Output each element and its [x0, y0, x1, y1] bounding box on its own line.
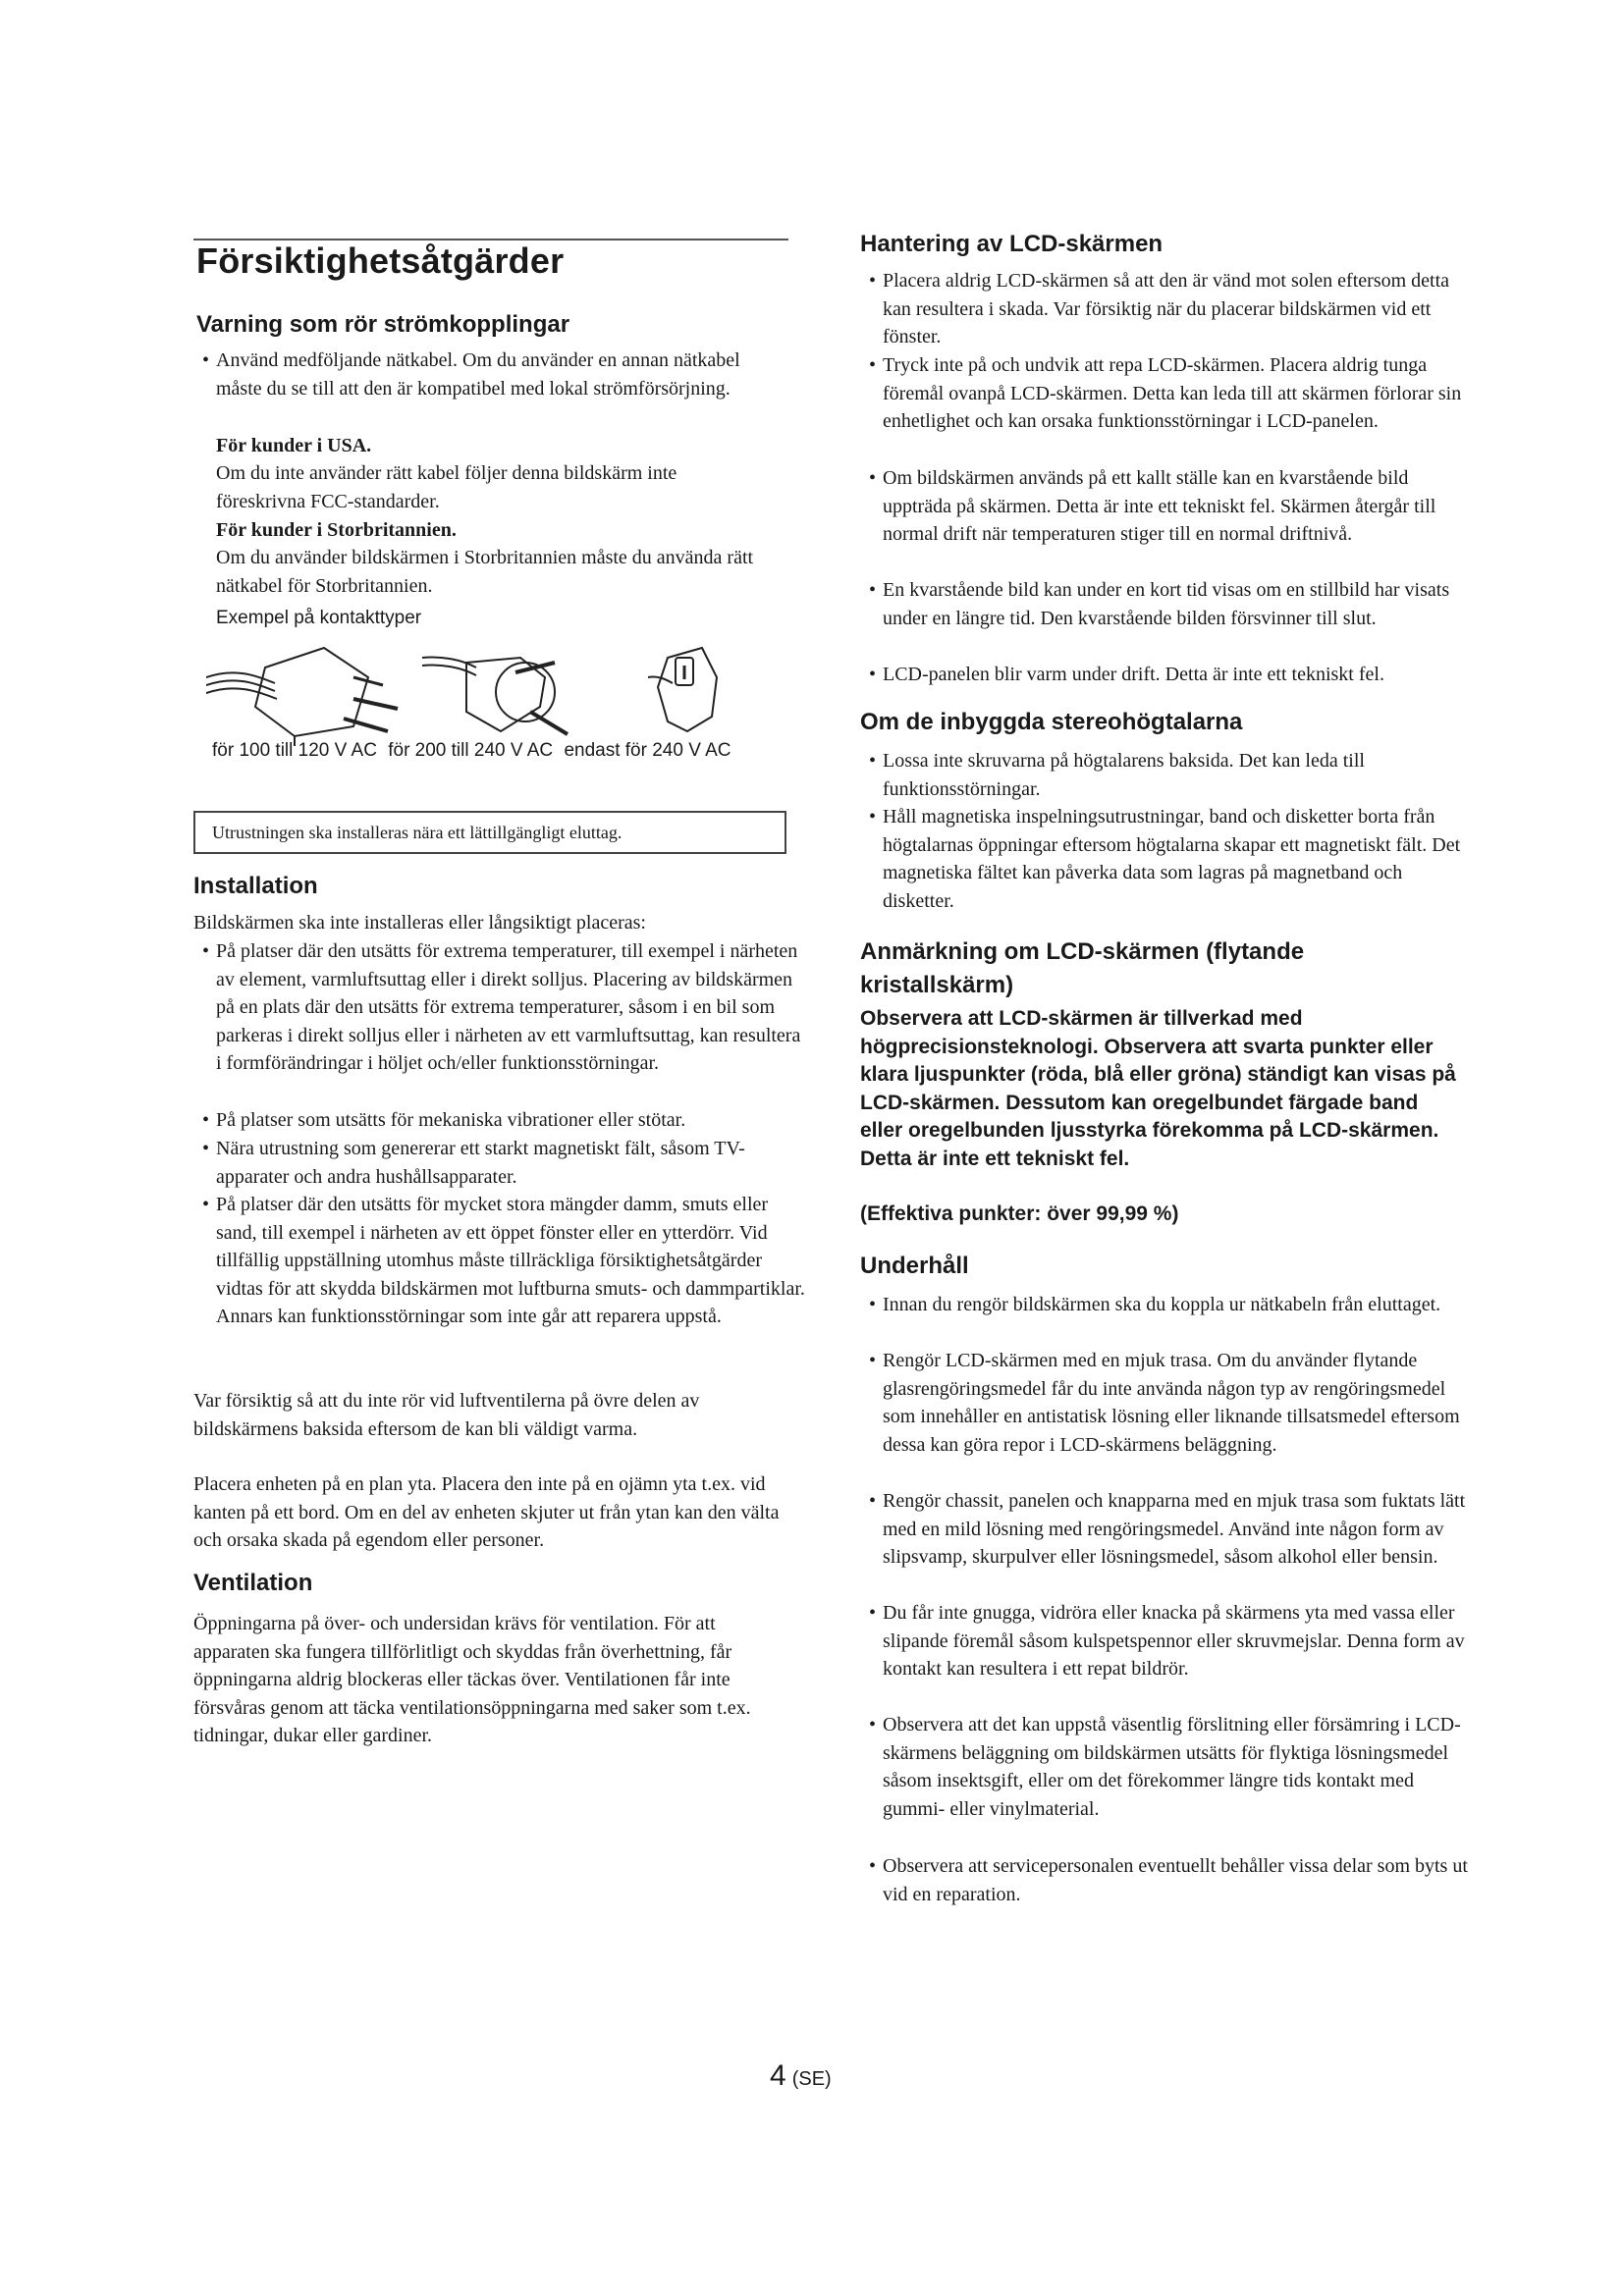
- plug-eu-icon: [422, 657, 568, 734]
- lcd-handling-bullet: • Placera aldrig LCD-skärmen så att den är vänd mot solen eftersom detta kan resultera i skada. Var försiktig när du placerar bildskärmen vid ett fönster.: [869, 270, 1450, 348]
- maintenance-bullet-text: Observera att det kan uppstå väsentlig förslitning eller försämring i LCD-skärmens beläggning om bildskärmen utsätts för flyktiga lösningsmedel såsom insektsgift, eller om det förekommer längre tids kontakt med gummi- eller vinylmaterial.: [883, 1714, 1461, 1820]
- installation-bullet-text: På platser där den utsätts för extrema temperaturer, till exempel i närheten av element, varmluftsuttag eller i direkt solljus. Placering av bildskärmen på en plats där den utsätts för extrema temperaturer, såsom i en bil som parkeras i direkt solljus eller i närheten av ett varmluftsuttag, kan resultera i formförändringar i höljet och/eller funktionsstörningar.: [216, 940, 801, 1075]
- speakers-bullet: • Lossa inte skruvarna på högtalarens baksida. Det kan leda till funktionsstörningar.: [869, 750, 1365, 800]
- speakers-heading: Om de inbyggda stereohögtalarna: [860, 709, 1243, 735]
- speakers-bullet: • Håll magnetiska inspelningsutrustningar, band och disketter borta från högtalarnas öppningar eftersom högtalarna skapar ett magnetiskt fält. Det magnetiska fältet kan påverka data som lagras på magnetband och disketter.: [869, 806, 1461, 912]
- maintenance-bullet-text: Observera att servicepersonalen eventuellt behåller vissa delar som byts ut vid en reparation.: [883, 1855, 1468, 1905]
- maintenance-bullet: • Observera att servicepersonalen eventuellt behåller vissa delar som byts ut vid en reparation.: [869, 1855, 1468, 1905]
- plug-uk-icon: [648, 648, 717, 731]
- usa-label-text: För kunder i USA.: [216, 435, 372, 456]
- lcd-handling-bullet-text: Om bildskärmen används på ett kallt ställe kan en kvarstående bild uppträda på skärmen. Detta är inte ett tekniskt fel. Skärmen återgår till normal drift när temperaturen stiger till en normal driftnivå.: [883, 467, 1436, 546]
- plug-illustrations: [206, 638, 785, 746]
- plug-us-icon: [206, 648, 398, 746]
- lcd-handling-bullet: • En kvarstående bild kan under en kort tid visas om en stillbild har visats under en längre tid. Den kvarstående bilden försvinner till slut.: [869, 579, 1450, 629]
- lcd-note-heading: Anmärkning om LCD-skärmen (flytande kristallskärm): [860, 938, 1305, 998]
- maintenance-bullet: • Rengör chassit, panelen och knapparna med en mjuk trasa som fuktats lätt med en mild lösning med rengöringsmedel. Använd inte någon form av slipsvamp, skurpulver eller lösningsmedel, såsom alkohol eller bensin.: [869, 1490, 1466, 1569]
- lcd-handling-bullet: • LCD-panelen blir varm under drift. Detta är inte ett tekniskt fel.: [869, 664, 1384, 685]
- maintenance-bullet-text: Du får inte gnugga, vidröra eller knacka på skärmens yta med vassa eller slipande föremål såsom kulspetspennor eller skruvmejslar. Denna form av kontakt kan resultera i ett repat bildrör.: [883, 1602, 1465, 1681]
- installation-notice-box: [193, 811, 786, 854]
- speakers-bullet-text: Håll magnetiska inspelningsutrustningar, band och disketter borta från högtalarnas öppningar eftersom högtalarna skapar ett magnetiskt fält. Det magnetiska fältet kan påverka data som lagras på magnetband och disketter.: [883, 806, 1461, 912]
- uk-label: [216, 516, 766, 545]
- lcd-handling-heading: Hantering av LCD-skärmen: [860, 231, 1164, 257]
- lcd-note-effective-pixels: (Effektiva punkter: över 99,99 %): [860, 1202, 1179, 1225]
- installation-bullet: • Nära utrustning som genererar ett starkt magnetiskt fält, såsom TV-apparater och andra hushållsapparater.: [202, 1138, 745, 1188]
- plug-caption-eu: för 200 till 240 V AC: [388, 740, 554, 761]
- installation-flat-surface: Placera enheten på en plan yta. Placera den inte på en ojämn yta t.ex. vid kanten på ett bord. Om en del av enheten skjuter ut från ytan kan den välta och orsaka skada på egendom eller personer.: [193, 1473, 780, 1552]
- maintenance-bullet-text: Rengör chassit, panelen och knapparna med en mjuk trasa som fuktats lätt med en mild lösning med rengöringsmedel. Använd inte någon form av slipsvamp, skurpulver eller lösningsmedel, såsom alkohol eller bensin.: [883, 1490, 1466, 1569]
- ventilation-heading: Ventilation: [193, 1570, 313, 1596]
- installation-intro: Bildskärmen ska inte installeras eller långsiktigt placeras:: [193, 912, 646, 934]
- page-number: [770, 2059, 832, 2093]
- maintenance-heading: Underhåll: [860, 1253, 969, 1279]
- page-number-value: 4: [770, 2059, 786, 2092]
- installation-bullet-text: På platser som utsätts för mekaniska vibrationer eller stötar.: [216, 1109, 686, 1131]
- lcd-handling-bullet-text: LCD-panelen blir varm under drift. Detta är inte ett tekniskt fel.: [883, 664, 1384, 685]
- maintenance-bullet: • Rengör LCD-skärmen med en mjuk trasa. Om du använder flytande glasrengöringsmedel får du inte använda någon typ av rengöringsmedel som innehåller en antistatisk lösning eller liknande tillsatsmedel eftersom dessa kan göra repor i LCD-skärmens beläggning.: [869, 1350, 1460, 1456]
- installation-bullet: • På platser där den utsätts för extrema temperaturer, till exempel i närheten av element, varmluftsuttag eller i direkt solljus. Placering av bildskärmen på en plats där den utsätts för extrema temperaturer, såsom i en bil som parkeras i direkt solljus eller i närheten av ett varmluftsuttag, kan resultera i formförändringar i höljet och/eller funktionsstörningar.: [202, 940, 801, 1075]
- maintenance-bullet: • Innan du rengör bildskärmen ska du koppla ur nätkabeln från eluttaget.: [869, 1294, 1441, 1315]
- speakers-bullet-text: Lossa inte skruvarna på högtalarens baksida. Det kan leda till funktionsstörningar.: [883, 750, 1365, 800]
- plug-caption-uk: endast för 240 V AC: [564, 740, 731, 761]
- uk-text: Om du använder bildskärmen i Storbritannien måste du använda rätt nätkabel för Storbritannien.: [216, 547, 754, 597]
- plug-captions: [212, 738, 737, 764]
- maintenance-bullet: • Du får inte gnugga, vidröra eller knacka på skärmens yta med vassa eller slipande föremål såsom kulspetspennor eller skruvmejslar. Denna form av kontakt kan resultera i ett repat bildrör.: [869, 1602, 1465, 1681]
- installation-bullet: • På platser som utsätts för mekaniska vibrationer eller stötar.: [202, 1109, 686, 1131]
- installation-bullet: • På platser där den utsätts för mycket stora mängder damm, smuts eller sand, till exempel i närheten av ett öppet fönster eller en ytterdörr. Vid tillfällig uppställning utomhus måste tillräckliga försiktighetsåtgärder vidtas för att skydda bildskärmen mot luftburna smuts- och dammpartiklar. Annars kan funktionsstörningar som inte går att reparera uppstå.: [202, 1194, 805, 1328]
- plug-example-label: Exempel på kontakttyper: [216, 608, 422, 628]
- lcd-handling-bullet: • Om bildskärmen används på ett kallt ställe kan en kvarstående bild uppträda på skärmen. Detta är inte ett tekniskt fel. Skärmen återgår till normal drift när temperaturen stiger till en normal driftnivå.: [869, 467, 1436, 546]
- uk-label-text: För kunder i Storbritannien.: [216, 519, 457, 541]
- installation-bullet-text: Nära utrustning som genererar ett starkt magnetiskt fält, såsom TV-apparater och andra hushållsapparater.: [216, 1138, 745, 1188]
- lcd-note-text: Observera att LCD-skärmen är tillverkad med högprecisionsteknologi. Observera att svarta punkter eller klara ljuspunkter (röda, blå eller gröna) ständigt kan visas på LCD-skärmen. Dessutom kan oregelbundet färgade band eller oregelbunden ljusstyrka förekomma på LCD-skärmen. Detta är inte ett tekniskt fel.: [860, 1007, 1456, 1170]
- power-heading: Varning som rör strömkopplingar: [196, 311, 570, 338]
- usa-text: Om du inte använder rätt kabel följer denna bildskärm inte föreskrivna FCC-standarder.: [216, 462, 677, 512]
- power-bullet: • Använd medföljande nätkabel. Om du använder en annan nätkabel måste du se till att den är kompatibel med lokal strömförsörjning.: [202, 349, 740, 400]
- lcd-handling-bullet-text: En kvarstående bild kan under en kort tid visas om en stillbild har visats under en längre tid. Den kvarstående bilden försvinner till slut.: [883, 579, 1450, 629]
- page-title: Försiktighetsåtgärder: [196, 240, 565, 281]
- usa-label: [216, 432, 766, 460]
- page-number-suffix: (SE): [791, 2068, 832, 2090]
- maintenance-bullet-text: Innan du rengör bildskärmen ska du koppla ur nätkabeln från eluttaget.: [883, 1294, 1441, 1315]
- maintenance-bullet: • Observera att det kan uppstå väsentlig förslitning eller försämring i LCD-skärmens beläggning om bildskärmen utsätts för flyktiga lösningsmedel såsom insektsgift, eller om det förekommer längre tids kontakt med gummi- eller vinylmaterial.: [869, 1714, 1461, 1820]
- installation-bullet-text: På platser där den utsätts för mycket stora mängder damm, smuts eller sand, till exempel i närheten av ett öppet fönster eller en ytterdörr. Vid tillfällig uppställning utomhus måste tillräckliga försiktighetsåtgärder vidtas för att skydda bildskärmen mot luftburna smuts- och dammpartiklar. Annars kan funktionsstörningar som inte går att reparera uppstå.: [216, 1194, 805, 1328]
- lcd-handling-bullet-text: Tryck inte på och undvik att repa LCD-skärmen. Placera aldrig tunga föremål ovanpå LCD-skärmen. Detta kan leda till att skärmen förlorar sin enhetlighet och kan orsaka funktionsstörningar i LCD-panelen.: [883, 354, 1462, 433]
- ventilation-text: Öppningarna på över- och undersidan krävs för ventilation. För att apparaten ska fungera tillförlitligt och skyddas från överhettning, får öppningarna aldrig blockeras eller täckas över. Ventilationen får inte försvåras genom att täcka ventilationsöppningarna med saker som t.ex. tidningar, dukar eller gardiner.: [193, 1613, 751, 1747]
- power-bullet-text: Använd medföljande nätkabel. Om du använder en annan nätkabel måste du se till att den är kompatibel med lokal strömförsörjning.: [216, 349, 740, 400]
- lcd-handling-bullet-text: Placera aldrig LCD-skärmen så att den är vänd mot solen eftersom detta kan resultera i skada. Var försiktig när du placerar bildskärmen vid ett fönster.: [883, 270, 1450, 348]
- installation-heading: Installation: [193, 873, 318, 899]
- plug-caption-us: för 100 till 120 V AC: [212, 740, 377, 761]
- installation-vent-warning: Var försiktig så att du inte rör vid luftventilerna på övre delen av bildskärmens baksida eftersom de kan bli väldigt varma.: [193, 1390, 700, 1440]
- lcd-handling-bullet: • Tryck inte på och undvik att repa LCD-skärmen. Placera aldrig tunga föremål ovanpå LCD-skärmen. Detta kan leda till att skärmen förlorar sin enhetlighet och kan orsaka funktionsstörningar i LCD-panelen.: [869, 354, 1462, 433]
- maintenance-bullet-text: Rengör LCD-skärmen med en mjuk trasa. Om du använder flytande glasrengöringsmedel får du inte använda någon typ av rengöringsmedel som innehåller en antistatisk lösning eller liknande tillsatsmedel eftersom dessa kan göra repor i LCD-skärmens beläggning.: [883, 1350, 1460, 1456]
- installation-notice-text: Utrustningen ska installeras nära ett lättillgängligt eluttag.: [212, 823, 623, 842]
